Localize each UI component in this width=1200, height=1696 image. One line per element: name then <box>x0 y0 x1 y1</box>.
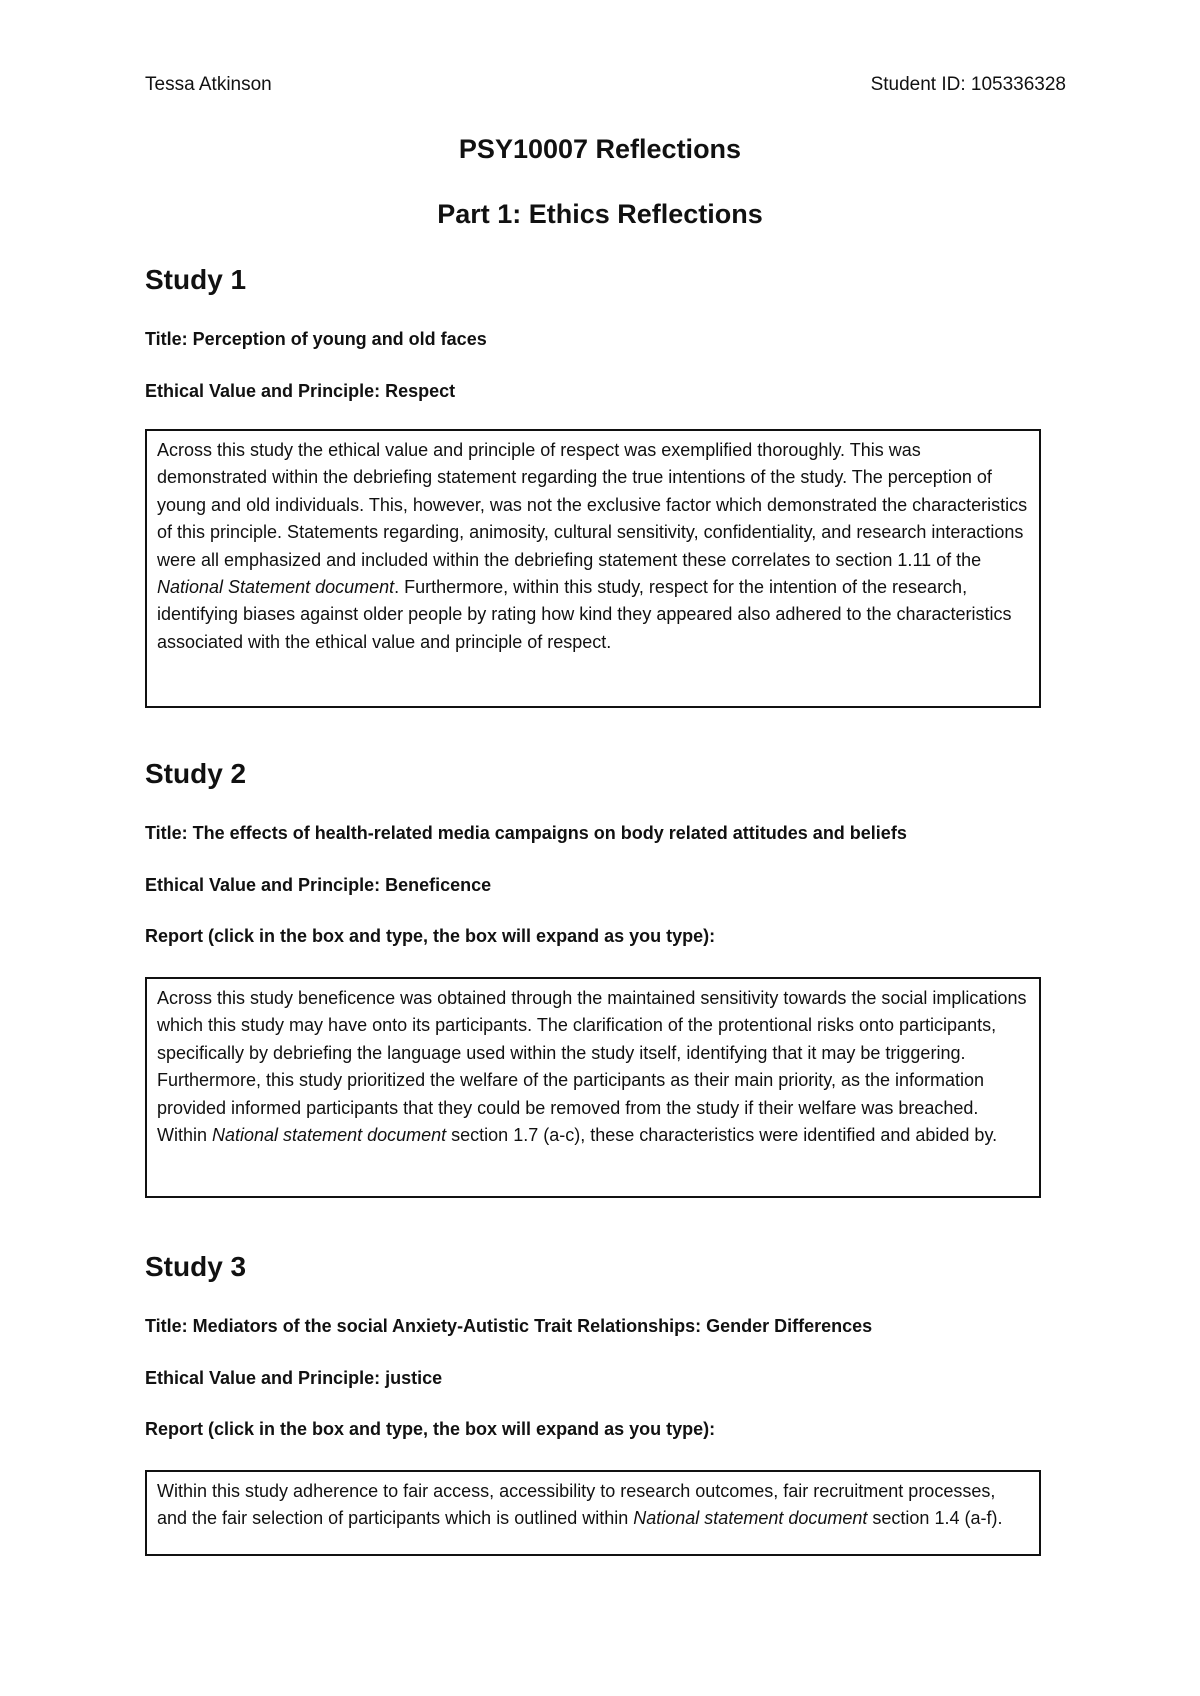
study-2-heading: Study 2 <box>145 758 247 789</box>
student-id: Student ID: 105336328 <box>870 74 1066 95</box>
study-3-report-prompt: Report (click in the box and type, the box will expand as you type): <box>145 1419 716 1439</box>
study-2-report-prompt: Report (click in the box and type, the box will expand as you type): <box>145 926 716 946</box>
study-2-principle: Ethical Value and Principle: Beneficence <box>145 875 492 895</box>
study-3-heading: Study 3 <box>145 1251 247 1282</box>
study-1-heading: Study 1 <box>145 264 247 295</box>
study-1-report-box[interactable] <box>145 429 1041 708</box>
study-3-report-box[interactable] <box>145 1470 1041 1556</box>
study-2-report-box[interactable] <box>145 977 1041 1198</box>
study-1-principle: Ethical Value and Principle: Respect <box>145 381 456 401</box>
part-title: Part 1: Ethics Reflections <box>437 199 763 229</box>
study-1-report-text: Across this study the ethical value and principle of respect was exemplified thoroughly. This was demonstrated within the debriefing statement regarding the true intentions of the study. The perception of young and old individuals. This, however, was not the exclusive factor which demonstrated the characteristics of this principle. Statements regarding, animosity, cultural sensitivity, confidentiality, and research interactions were all emphasized and included within the debriefing statement these correlates to section 1.11 of the National Statement document. Furthermore, within this study, respect for the intention of the research, identifying biases against older people by rating how kind they appeared also adhered to the characteristics associated with the ethical value and principle of respect. <box>157 440 1028 652</box>
document-title: PSY10007 Reflections <box>458 134 742 164</box>
study-3-title: Title: Mediators of the social Anxiety-Autistic Trait Relationships: Gender Differences <box>145 1316 873 1336</box>
study-3-principle: Ethical Value and Principle: justice <box>145 1368 443 1388</box>
study-2-report-text: Across this study beneficence was obtained through the maintained sensitivity towards the social implications which this study may have onto its participants. The clarification of the protentional risks onto participants, specifically by debriefing the language used within the study itself, identifying that it may be triggering. Furthermore, this study prioritized the welfare of the participants as their main priority, as the information provided informed participants that they could be removed from the study if their welfare was breached. Within National statement document section 1.7 (a-c), these characteristics were identified and abided by. <box>157 988 1027 1146</box>
study-1-title: Title: Perception of young and old faces <box>145 329 487 349</box>
student-name: Tessa Atkinson <box>145 74 272 95</box>
study-3-report-text: Within this study adherence to fair access, accessibility to research outcomes, fair recruitment processes, and the fair selection of participants which is outlined within National statement document section 1.4 (a-f). <box>157 1481 1003 1529</box>
study-2-title: Title: The effects of health-related media campaigns on body related attitudes and beliefs <box>145 823 907 843</box>
